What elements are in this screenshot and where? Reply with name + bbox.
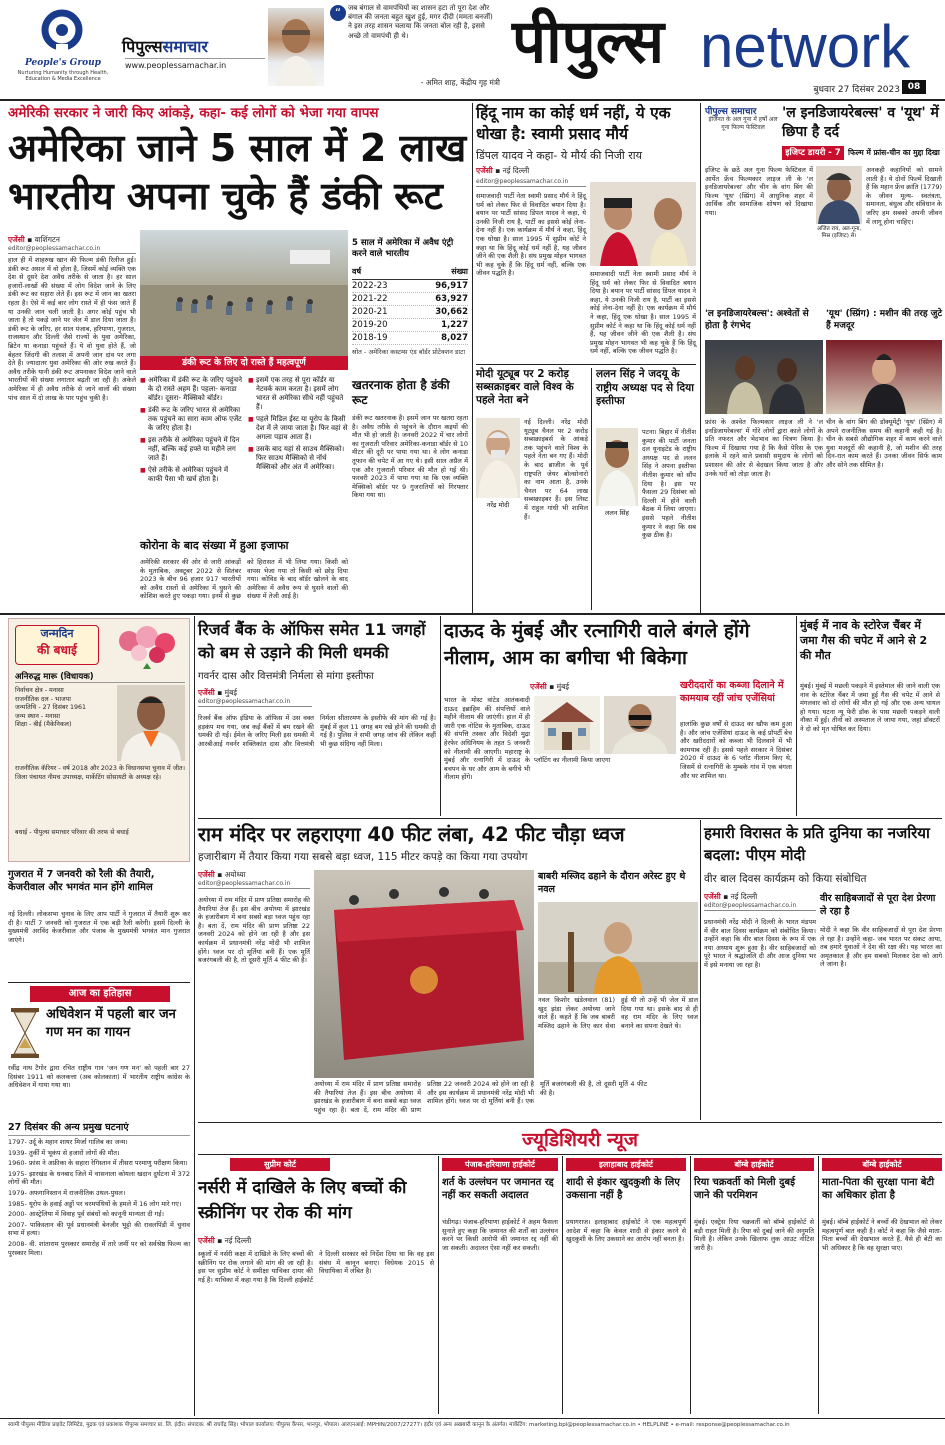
c2-headline: शर्त के उल्लंघन पर जमानत रद्द नहीं कर सकती अदालत [442,1177,554,1201]
masthead [0,0,945,100]
film-promo: इंजिनत के अल गूना में हर्षों अल गूना फिल्म फेस्टिवल [708,116,778,131]
tag-punjab-haryana: पंजाब-हरियाणा हाईकोर्ट [442,1158,558,1171]
lead-byline: एजेंसी ▪ वाशिंगटन editor@peoplessamachar.co.in हाल ही में शाहरुख खान की फिल्म डंकी रिलीज हुई। डंकी रूट असल में वो होता है, जिसमें कोई व्यक्ति एक देश से दूसरे देश अवैध तरीके से जाता है। हर साल हजारों-लाखों की संख्या में लोग विदेश जाने के लिए डंकी रूट का सहारा लेते हैं। इस रूट में जान का खतरा रहता है। ऐसे में कई बार लोग रास्ते में ही फंस जाते हैं या उनकी जान चली जाती है। अगर कोई पहुंच भी जाता है तो पकड़े जाने पर जेल में डाल दिया जाता है। डंकी रूट के जरिए, हर साल पंजाब, हरियाणा, गुजरात, राजस्थान और दिल्ली जैसे राज्यों के युवा अमेरिका, ब्रिटेन या कनाडा पहुंचते हैं। ये वो युवा होते हैं, जो बेहतर जिंदगी की तलाश में अपनी जान दांव पर लगा देते हैं। ज्यादातर युवा अमेरिका की ओर रुख करते हैं। अवैध तरीके यानी डंकी रूट अपनाकर विदेश जाने वाले भारतीयों की संख्या लगातार बढ़ती जा रही है। अकेले अमेरिका में ही अवैध तरीके से जाने वालों की संख्या पांच साल में दो लाख के पार पहुंच चुकी है। [8,235,136,636]
table-source: स्रोत - अमेरिका कस्टम्स एंड बॉर्डर प्रोटेक्शन डाटा [352,348,466,356]
c4-headline: रिया चक्रवर्ती को मिली दुबई जाने की परमिशन [694,1177,796,1201]
dharma-body-2: समाजवादी पार्टी नेता स्वामी प्रसाद मौर्य ने हिंदू धर्म को लेकर फिर से विवादित बयान दिया है। बयान पर पार्टी सांसद डिंपल यादव ने कहा, ये उनकी निजी राय है, पार्टी का इससे कोई लेना-देना नहीं है। एक कार्यक्रम में मौर्य ने कहा, हिंदू एक धोखा है। साल 1995 में सुप्रीम कोर्ट ने कहा था कि हिंदू कोई धर्म नहीं है, यह जीवन जीने की एक शैली है। संघ प्रमुख मोहन भागवत भी कह चुके हैं कि हिंदू धर्म नहीं, बल्कि एक जीवन पद्धति है। [590,270,696,356]
film-still-2 [826,340,942,414]
tag-bombay-2: बॉम्बे हाईकोर्ट [822,1158,942,1171]
table-header: वर्ष संख्या [352,264,468,280]
sc-byline: एजेंसी ▪ नई दिल्ली [198,1236,252,1245]
film-brand: पीपुल्स समाचार [705,107,757,117]
film-sub1: 'ल इनडिजायरेबल्स': अश्वेतों से होता है रंगभेद [705,309,809,331]
table-row [352,319,468,332]
flower-icon [109,623,185,669]
issue-date: बुधवार 27 दिसंबर 2023 [813,85,900,95]
ram-byline: एजेंसी ▪ अयोध्या editor@peoplessamachar.co.in [198,870,310,891]
lead-headline: अमेरिका जाने 5 साल में 2 लाख भारतीय अपना चुके हैं डंकी रूट [8,126,467,218]
film-sub2: 'यूथ' (स्प्रिंग) : मशीन की तरह जुटे हैं मजदूर [826,309,943,331]
table-cell-count: 30,662 [435,307,468,317]
table-row [352,293,468,306]
pm-byline: एजेंसी ▪ नई दिल्ली editor@peoplessamachar.co.in [704,892,816,913]
lalan-photo [596,428,638,506]
sc-headline: नर्सरी में दाखिले के लिए बच्चों की स्क्रीनिंग पर रोक की मांग [198,1178,407,1223]
rbi-sub: गवर्नर दास और वित्तमंत्री निर्मला से मांगा इस्तीफा [198,671,374,682]
film-headline: 'ल इनडिजायरेबल्स' व 'यूथ' में छिपा है दर्द [782,105,939,140]
mla-career: राजनीतिक कॅरियर - वर्ष 2018 और 2023 के विधानसभा चुनाव में जीत। जिला पंचायत नीमच उपाध्यक्ष, मार्केटिंग सोसायटी के अध्यक्ष रहे। [15,765,185,781]
lalan-body: पटना। बिहार में नीतीश कुमार की पार्टी जनता दल यूनाइटेड के राष्ट्रीय अध्यक्ष पद से ललन सिंह ने अपना इस्तीफा नीतीश कुमार को सौंप दिया है। इस पर फैसला 29 दिसंबर को दिल्ली में होने वाली बैठक में लिया जाएगा। इससे पहले नीतीश कुमार ने कहा कि सब कुछ ठीक है। [642,428,696,540]
history-events: 1797- उर्दू के महान शायर मिर्जा गालिब का जन्म। 1939- तुर्की में भूकंप से हजारों लोगों की मौत। 1960- फ्रांस ने अफ्रीका के सहारा रेगिस्तान में तीसरा परमाणु परीक्षण किया। 1975- झारखंड के धनबाद जिले में चासनाला कोयला खदान दुर्घटना में 372 लोगों की मौत। 1979- अफगानिस्तान में राजनीतिक उथल-पुथल। 1985- यूरोप के हवाई अड्डों पर चरमपंथियों के हमले में 16 लोग मारे गए। 2000- आस्ट्रेलिया में विवाह पूर्व संबंधों को कानूनी मान्यता दी गई। 2007- पाकिस्तान की पूर्व प्रधानमंत्री बेनजीर भुट्टो की रावलपिंडी में चुनाव सभा में हत्या। 2008- वी. शांताराम पुरस्कार समारोह में तारे जमीं पर को सर्वश्रेष्ठ फिल्म का पुरस्कार मिला। [8,1138,190,1257]
dawood-caption: प्लॉटिंग का नीलामी किया जाएगा [534,756,611,764]
footer-imprint: स्वामी पीपुल्स मीडिया प्राइवेट लिमिटेड, मुद्रक एवं प्रकाशक पीपुल्स समाचार प्रा. लि. इंदौर। संपादक: श्री राघवेंद्र सिंह। भोपाल कार्यालय: पीपुल्स कैंपस, भानपुर, भोपाल। आरएनआई: MPHIN/2007/27277। इंदौर एवं अन्य अखबारी कानून के अंतर्गत। मार्केटिंग: marketing.bpl@peoplessamachar.co.in • HELPLINE • e-mail: response@peoplessamachar.co.in [8,1422,790,1428]
babri-body: नवल किशोर खंडेलवाल (81) खुद झंडा लेकर अयोध्या जाने वाले हैं। कहते हैं कि जब बाबरी मस्जिद ढहाने के लिए कार सेवा हुई थी तो उन्हें भी जेल में डाल दिया गया था। इसके बाद से ही वह राम मंदिर के लिए ध्वज बनाने का सपना देखते थे। [538,996,698,1030]
author-photo [816,166,862,224]
rbi-body: रिजर्व बैंक ऑफ इंडिया के ऑफिस में उस वक्त हड़कंप मच गया, जब कई बैंकों में बम रखने की धमकी दी गई। ईमेल के जरिए मिली इस धमकी में आरबीआई गवर्नर शक्तिकांत दास और वित्तमंत्री निर्मला सीतारमण के इस्तीफे की मांग की गई है। मुंबई में कुल 11 जगह बम रखे होने की धमकी दी गई है। पुलिस ने सभी जगह जांच की लेकिन कहीं भी कुछ संदिग्ध नहीं मिला। [198,714,436,748]
c5-headline: माता-पिता की सुरक्षा पाना बेटी का अधिकार होता है [822,1177,935,1201]
site-url: www.peoplessamachar.in [125,58,265,70]
boat-headline: मुंबई में नाव के स्टोरेज चैंबर में जमा गैस की चपेट में आने से 2 की मौत [800,619,928,662]
sc-body: स्कूलों में नर्सरी कक्षा में दाखिले के लिए बच्चों की स्क्रीनिंग पर रोक लगाने की मांग की जा रही है। इस पर सुप्रीम कोर्ट ने समीक्षा याचिका दायर की गई है। याचिका में कहा गया है कि दिल्ली हाईकोर्ट ने दिल्ली सरकार को निर्देश दिया था कि वह इस संबंध में कानून बनाए। विधेयक 2015 से विधायिका में लंबित है। [198,1250,434,1284]
danger-head: खतरनाक होता है डंकी रूट [352,378,450,407]
c2-body: चंडीगढ़। पंजाब-हरियाणा हाईकोर्ट ने अहम फैसला सुनाते हुए कहा कि जमानत की शर्तों का उल्लंघन करने पर किसी आरोपी की जमानत रद्द नहीं की जा सकती। अदालत ऐसा नहीं कर सकती। [442,1218,558,1252]
rbi-headline: रिजर्व बैंक के ऑफिस समेत 11 जगहों को बम से उड़ाने की मिली धमकी [198,620,426,662]
lalan-caption: ललन सिंह [604,509,630,517]
page-number: 08 [902,80,926,94]
film-tag-sub: फिल्म में फ्रांस-चीन का मुद्दा दिखा [848,148,940,157]
dawood-headline: दाऊद के मुंबई और रत्नागिरी वाले बंगले होंगे नीलाम, आम का बगीचा भी बिकेगा [444,620,750,669]
history-events-title: 27 दिसंबर की अन्य प्रमुख घटनाएं [8,1120,190,1136]
table-cell-year: 2019-20 [352,320,388,330]
table-title: 5 साल में अमेरिका में अवैध एंट्री करने वाले भारतीय [352,238,454,259]
peoples-group-logo [30,8,94,58]
table-cell-year: 2018-19 [352,333,388,343]
tag-supreme-court: सुप्रीम कोर्ट [230,1158,330,1171]
history-header: आज का इतिहास [30,986,170,1002]
table-cell-count: 1,227 [441,320,468,330]
boat-body: मुंबई। मुंबई में मछली पकड़ने में इस्तेमाल की जाने वाली एक नाव के स्टोरेज चैंबर में जमा हुई गैस की चपेट में आने से मंगलवार को दो लोगों की मौत हो गई और एक अन्य घायल हो गया। घटना न्यू फेरी डॉक के पास मछली पकड़ने वाली नौका में हुई। तीनों को अस्पताल ले जाया गया, जहां डॉक्टरों ने दो को मृत घोषित कर दिया। [800,682,940,733]
illegal-entry-table [352,238,468,356]
gujarat-headline: गुजरात में 7 जनवरी को रैली की तैयारी, केजरीवाल और भगवंत मान होंगे शामिल [8,869,155,893]
lalan-headline: ललन सिंह ने जदयू के राष्ट्रीय अध्यक्ष पद से दिया इस्तीफा [596,368,694,407]
birthday-details: निर्वाचन क्षेत्र - मनासा राजनीतिक दल - भाजपा जन्मतिथि - 27 दिसंबर 1961 जन्म स्थान - मनासा शिक्षा - बीई (मैकेनिकल) [15,687,87,729]
mla-name: अनिरुद्ध मारू (विधायक) [15,671,185,683]
photo-caption: डंकी रूट के लिए दो रास्ते हैं महत्वपूर्ण [140,356,348,370]
lead-bullets-right: ■ इसमें एक तरह से पूरा कॉर्डर या नेटवर्क काम करता है। इसमें लोग भारत से अमेरिका सीधे नहीं पहुंचते हैं। ■ पहले मिडिल ईस्ट या यूरोप के किसी देश में ले जाया जाता है। फिर वहां से अगला पड़ाव आता है। ■ उसके बाद यहां से साउथ मैक्सिको। फिर साउथ मैक्सिको से नॉर्थ मैक्सिको और अंत में अमेरिका। [248,376,348,475]
dawood-box-head: खरीददारों का कब्जा दिलाने में कामयाब रहीं जांच एजेंसियां [680,680,784,704]
modi-photo [476,418,520,498]
quote-icon: “ [330,5,346,21]
modi-yt-body: नई दिल्ली। नरेंद्र मोदी यूट्यूब चैनल पर 2 करोड़ सब्सक्राइबर्स के आंकड़े तक पहुंचने वाले विश्व के पहले नेता बन गए हैं। मोदी के बाद ब्राजील के पूर्व राष्ट्रपति जेयर बोल्सोनारो का नाम आता है, उनके चैनल पर 64 लाख सब्सक्राइबर हैं। इस लिस्ट में राहुल गांधी भी शामिल हैं। [524,418,588,521]
hourglass-icon [8,1006,42,1060]
dharma-sub: डिंपल यादव ने कहा- ये मौर्य की निजी राय [476,149,642,162]
amit-shah-photo [268,8,324,86]
dawood-photo [604,696,676,754]
table-cell-year: 2021-22 [352,294,388,304]
quote-text: जब बंगाल से वामपंथियों का शासन हटा तो पूरा देश और बंगाल की जनता बहुत खुश हुई, मगर दीदी (ममता बनर्जी) ने इस तरह शासन चलाया कि जनता बोल रही है, इससे अच्छे तो वामपंथी ही थे। [348,4,493,40]
mla-photo [117,685,185,761]
dharma-body: समाजवादी पार्टी नेता स्वामी प्रसाद मौर्य ने हिंदू धर्म को लेकर फिर से विवादित बयान दिया है। बयान पर पार्टी सांसद डिंपल यादव ने कहा, ये उनकी निजी राय है, पार्टी का इससे कोई लेना-देना नहीं है। एक कार्यक्रम में मौर्य ने कहा, हिंदू एक धोखा है। साल 1995 में सुप्रीम कोर्ट ने कहा था कि हिंदू कोई धर्म नहीं है, यह जीवन जीने की एक शैली है। संघ प्रमुख मोहन भागवत भी कह चुके हैं कि हिंदू धर्म नहीं, बल्कि एक जीवन पद्धति है। [476,192,586,278]
dimple-maurya-photo [590,182,696,266]
dharma-byline: एजेंसी ▪ नई दिल्ली [476,166,530,175]
table-cell-year: 2020-21 [352,307,388,317]
judicial-title: ज्यूडिशियरी न्यूज [522,1129,638,1151]
dawood-body: भारत के मोस्ट वांटेड आतंकवादी दाऊद इब्राहिम की संपत्तियों वाले महीने नीलाम की जाएंगी। हाल में ही जारी एक नोटिस के मुताबिक, दाऊद की संपत्ति तस्कर और विदेशी मुद्रा हेरफेर अधिनियम के तहत 5 जनवरी को नीलामी की जाएगी। महाराष्ट्र के मुंबई और रत्नागिरी में दाऊद के बचपन के घर और आम के बगीचे भी नीलाम होंगे। [444,696,530,782]
film-body2: चीन के वांग बिंग की डॉक्यूमेंट्री 'यूथ' (स्प्रिंग) में अपने राजनीतिक समय की कहानी कही गई है। चीन के सबसे औद्योगिक शहर में काम करने वाले युवा मजदूरों की कहानी है, जो मशीन की तरह दिन-रात काम करते हैं। उनका जीवन सिर्फ काम और सोने तक सीमित है। [826,418,942,469]
birthday-box [8,618,190,862]
brand-small: पिपुल्ससमाचार [122,37,208,56]
ram-headline: राम मंदिर पर लहराएगा 40 फीट लंबा, 42 फीट चौड़ा ध्वज [198,823,625,846]
table-cell-count: 8,027 [441,333,468,343]
dharma-email: editor@peoplessamachar.co.in [476,178,586,187]
film-tag: इजिप्ट डायरी - 7 [782,146,844,160]
quote-author: - अमित शाह, केंद्रीय गृह मंत्री [420,78,500,87]
logo-network: network [700,13,911,80]
pm-headline: हमारी विरासत के प्रति दुनिया का नजरिया बदला: पीएम मोदी [704,824,930,864]
lead-bullets-left: ■ अमेरिका में डंकी रूट के जरिए पहुंचने के दो रास्ते अहम हैं। पहला- कनाडा बॉर्डर। दूसरा- मैक्सिको बॉर्डर। ■ डंकी रूट के जरिए भारत से अमेरिका तक पहुंचने का सारा काम ऑफ एजेंट के जरिए होता है। ■ इस तरीके से अमेरिका पहुंचने में दिन नहीं, बल्कि कई हफ्ते या महीने लग जाते हैं। ■ ऐसे तरीके से अमेरिका पहुंचने में काफी पैसा भी खर्च होता है। [140,376,242,487]
babri-head: बाबरी मस्जिद ढहाने के दौरान अरेस्ट हुए थे नवल [538,871,686,895]
flag-photo [314,870,534,1078]
film-right-body: अनकही कहानियों को सामने लाती है। ये दोनों फिल्में दिखाती हैं कि महान फ्रेंच क्रांति (1779) के जीवन मूल्य- स्वतंत्रता, समानता, बंधुत्व और संविधान के जरिए हम सबको अपनी जीवन में लागू होना चाहिए। [866,166,942,226]
history-headline: अधिवेशन में पहली बार जन गण मन का गायन [46,1007,176,1040]
table-row [352,332,468,345]
pm-sub: वीर बाल दिवस कार्यक्रम को किया संबोधित [704,873,867,885]
pm-box-head: वीर साहिबजादों से पूरा देश प्रेरणा ले रहा है [820,893,936,917]
modi-caption: नरेंद्र मोदी [486,501,510,509]
naval-photo [538,902,698,994]
c5-body: मुंबई। बॉम्बे हाईकोर्ट ने बच्चों की देखभाल को लेकर महत्वपूर्ण बात कही है। कोर्ट ने कहा कि जैसे माता-पिता बच्चों की देखभाल करते हैं, वैसे ही बेटी का भी अधिकार है कि वह सुरक्षा पाए। [822,1218,942,1252]
table-cell-count: 63,927 [435,294,468,304]
gujarat-body: नई दिल्ली। लोकसभा चुनाव के लिए आप पार्टी ने गुजरात में तैयारी शुरू कर दी है। पार्टी 7 जनवरी को गुजरात में एक बड़ी रैली करेगी। इसमें दिल्ली के मुख्यमंत्री अरविंद केजरीवाल और पंजाब के मुख्यमंत्री भगवंत मान गुजरात जाएंगे। [8,910,190,944]
table-row [352,280,468,293]
author-caption: अजित राय, अल-गूना, मिस्र (इजिप्ट) से। [816,226,862,239]
dawood-box-body: हालांकि कुछ वर्षों से दाऊद का खौफ कम हुआ है। और जांच एजेंसियां दाऊद के कई प्रॉपर्टी बेच और खरीददारों को कब्जा भी दिलवाने में भी कामयाब रही है। इससे पहले सरकार ने दिसंबर 2020 में दाऊद के 6 प्लॉट नीलाम किए थे, जिसमें से रत्नागिरी के मुम्बके गांव में एक बंगला और घर शामिल था। [680,720,792,780]
ram-body-2: अयोध्या में राम मंदिर में प्राण प्रतिष्ठा समारोह की तैयारियां तेज हैं। इस बीच अयोध्या में झारखंड के हजारीबाग में बना सबसे बड़ा ध्वज पहुंच रहा है। बता दें, राम मंदिर की प्राण प्रतिष्ठा 22 जनवरी 2024 को होने जा रही है और इस कार्यक्रम में प्रधानमंत्री नरेंद्र मोदी भी शामिल होंगे। ध्वज पर दो मूर्तियां बनी हैं। एक मूर्ति बजरंगबली की है, तो दूसरी मूर्ति 4 फीट की है। [314,1080,647,1114]
mla-wishes: बधाई - पीपुल्स समाचार परिवार की तरफ से बधाई [15,829,129,836]
film-body1: फ्रांस के अश्वेत फिल्मकार लाइज ली ने 'ल इनडिजायरेबल्स' में गोरे लोगों द्वारा काले लोगों के प्रति नफरत और भेदभाव का चित्रण किया है। फिल्म में दिखाया गया है कि कैसे पेरिस के एक इलाके में रहने वाले प्रवासी समुदाय के लोगों को प्रशासन की ओर से बेदखल किया जाता है और उनके घरों को तोड़ा जाता है। [705,418,823,478]
corona-head: कोरोना के बाद संख्या में हुआ इजाफा [140,539,289,552]
lead-kicker: अमेरिकी सरकार ने जारी किए आंकड़े, कहा- कई लोगों को भेजा गया वापस [8,105,379,121]
ram-sub: हजारीबाग में तैयार किया गया सबसे बड़ा ध्वज, 115 मीटर कपड़े का किया गया उपयोग [198,851,528,863]
c4-body: मुंबई। एक्ट्रेस रिया चक्रवर्ती को बॉम्बे हाईकोर्ट से बड़ी राहत मिली है। रिया को दुबई जाने की अनुमति मिली है। लेकिन उनके खिलाफ लुक आउट नोटिस जारी है। [694,1218,814,1252]
dawood-byline: एजेंसी ▪ मुंबई [530,682,570,691]
pm-box-body: मोदी ने कहा कि वीर साहिबजादों से पूरा देश प्रेरणा ले रहा है। उन्होंने कहा- जब भारत पर संकट आया, तब हमारे युवाओं ने देश की रक्षा की। यह भारत का अमृतकाल है और हम सबको मिलकर देश को आगे ले जाना है। [820,926,942,969]
danger-body: डंकी रूट खतरनाक है। इसमें जान पर खतरा रहता है। अवैध तरीके से पहुंचने के दौरान कइयों की मौत भी हो जाती है। जनवरी 2022 में चार लोगों का गुजराती परिवार अमेरिका-कनाडा बॉर्डर से 10 मीटर की दूरी पर पाया गया था। वे लोग कनाडा तूफान की चपेट में आ गए थे। इसी साल अप्रैल में एक और गुजराती परिवार की मौत हो गई थी। फरवरी 2023 में पाया गया था कि एक व्यक्ति मेक्सिको बॉर्डर पर 9 गुजरातियों को गिरफ्तार किया गया था। [352,414,468,500]
corona-body: अमेरिकी सरकार की ओर से जारी आंकड़ों के मुताबिक, अक्टूबर 2022 से सितंबर 2023 के बीच 96 हजार 917 भारतीयों को अवैध रास्तों से अमेरिका में घुसने की कोशिश करते हुए पकड़ा गया। इनमें से कुछ को हिरासत में भी लिया गया। किसी को वापस भेजा गया तो किसी को छोड़ दिया गया। कोविड के बाद बॉर्डर खोलने के बाद अमेरिका में अवैध रूप से घुसने वालों की संख्या में तेजी आई है। [140,558,348,601]
group-name: People's Group [25,58,101,68]
group-caption: Nurturing Humanity through Health, Education & Media Excellence [17,70,109,82]
film-still-1 [705,340,823,414]
ram-body: अयोध्या में राम मंदिर में प्राण प्रतिष्ठा समारोह की तैयारियां तेज हैं। इस बीच अयोध्या में झारखंड के हजारीबाग में बना सबसे बड़ा ध्वज पहुंच रहा है। बता दें, राम मंदिर की प्राण प्रतिष्ठा 22 जनवरी 2024 को होने जा रही है और इस कार्यक्रम में प्रधानमंत्री नरेंद्र मोदी भी शामिल होंगे। ध्वज पर दो मूर्तियां बनी हैं। एक मूर्ति बजरंगबली की है, तो दूसरी मूर्ति 4 फीट की है। [198,896,310,965]
modi-yt-headline: मोदी यूट्यूब पर 2 करोड़ सब्सक्राइबर वाले विश्व के पहले नेता बने [476,368,574,406]
table-cell-year: 2022-23 [352,281,388,291]
logo-hindi: पीपुल्स [512,7,665,77]
pm-body: प्रधानमंत्री नरेंद्र मोदी ने दिल्ली के भारत मंडपम में वीर बाल दिवस कार्यक्रम को संबोधित किया। उन्होंने कहा कि वीर बाल दिवस के रूप में एक नया अध्याय शुरू हुआ है। वीर साहिबजादों को पूरे भारत ने श्रद्धांजलि दी और आज दुनिया भर में इसे मनाया जा रहा है। [704,918,816,969]
house-photo [534,696,600,754]
history-body: रवींद्र नाथ टैगोर द्वारा रचित राष्ट्रीय गान 'जन गण मन' को पहली बार 27 दिसंबर 1911 को कलकत्ता (अब कोलकाता) में भारतीय राष्ट्रीय कांग्रेस के अधिवेशन में गाया गया था। [8,1064,190,1090]
film-body: इजिप्ट के छठें अल गूना फिल्म फेस्टिवल में आर्येत फ्रेंच फिल्मकार लाइज ली के 'ल इनडिजायरेबल्स' और चीन के वांग बिंग की फिल्म 'यूथ' (स्प्रिंग) में आधुनिक शहर में आर्थिक और सामाजिक शोषण को दिखाया गया। [705,166,813,217]
table-row [352,306,468,319]
dharma-email-wrap [476,178,586,189]
rbi-byline: एजेंसी ▪ मुंबई editor@peoplessamachar.co.in [198,688,312,709]
tag-bombay-1: बॉम्बे हाईकोर्ट [694,1158,814,1171]
tag-allahabad: इलाहाबाद हाईकोर्ट [566,1158,686,1171]
lead-body: हाल ही में शाहरुख खान की फिल्म डंकी रिलीज हुई। डंकी रूट असल में वो होता है, जिसमें कोई व्यक्ति एक देश से दूसरे देश अवैध तरीके से जाता है। हर साल हजारों-लाखों की संख्या में लोग विदेश जाने के लिए डंकी रूट का सहारा लेते हैं। इस रूट में जान का खतरा रहता है। ऐसे में कई बार लोग रास्ते में ही फंस जाते हैं या उनकी जान चली जाती है। अगर कोई पहुंच भी जाता है तो पकड़े जाने पर जेल में डाल दिया जाता है। डंकी रूट के जरिए, हर साल पंजाब, हरियाणा, गुजरात, राजस्थान और दिल्ली जैसे राज्यों के युवा अमेरिका, ब्रिटेन या कनाडा पहुंचते हैं। ये वो युवा होते हैं, जो बेहतर जिंदगी की तलाश में अपनी जान दांव पर लगा देते हैं। ज्यादातर युवा अमेरिका की ओर रुख करते हैं। अवैध तरीके यानी डंकी रूट अपनाकर विदेश जाने वाले भारतीयों की संख्या लगातार बढ़ती जा रही है। अकेले अमेरिका में ही अवैध तरीके से जाने वालों की संख्या पांच साल में दो लाख के पार पहुंच चुकी है। [8,256,136,402]
c3-body: प्रयागराज। इलाहाबाद हाईकोर्ट ने एक महत्वपूर्ण आदेश में कहा कि केवल शादी से इंकार करने से खुदकुशी के लिए उकसाने का आरोप नहीं बनता है। [566,1218,686,1244]
dharma-headline: हिंदू नाम का कोई धर्म नहीं, ये एक धोखा है: स्वामी प्रसाद मौर्य [476,104,671,143]
c3-headline: शादी से इंकार खुदकुशी के लिए उकसाना नहीं है [566,1177,680,1201]
table-cell-count: 96,917 [435,281,468,291]
donkey-route-photo [140,230,348,370]
birthday-title: जन्मदिन की बधाई [15,625,99,665]
